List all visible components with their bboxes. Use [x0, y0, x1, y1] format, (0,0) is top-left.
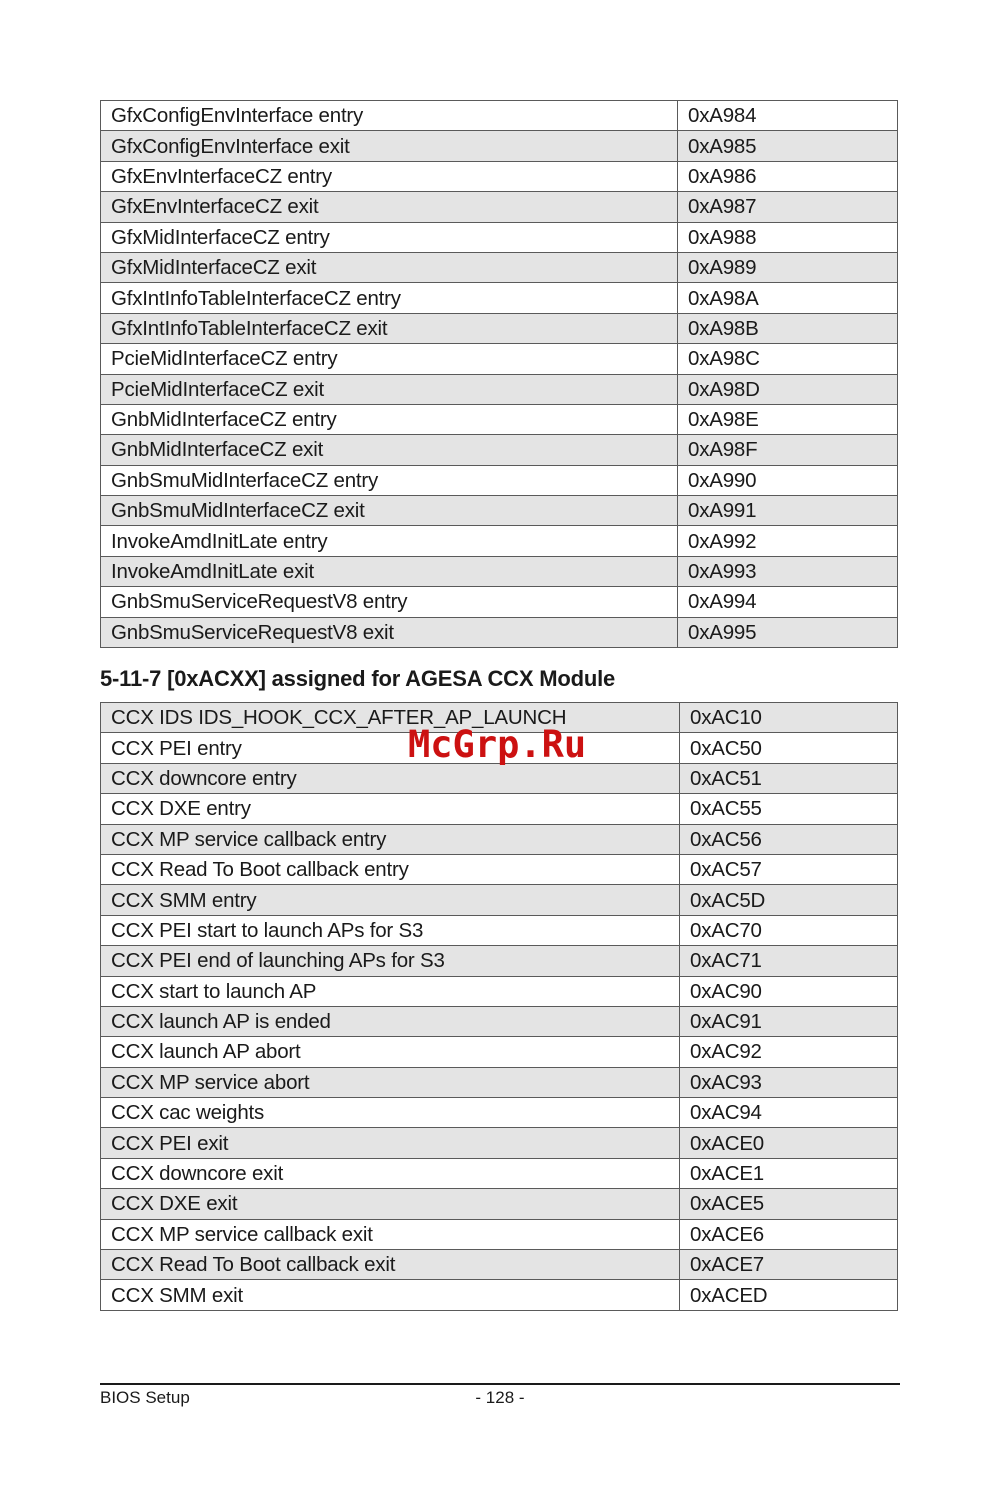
post-code-table-gfx-gnb [100, 100, 898, 648]
table-row [101, 283, 898, 313]
post-code-value: 0xACE0 [680, 1128, 898, 1158]
post-code-value: 0xACED [680, 1280, 898, 1310]
table-row [101, 435, 898, 465]
post-code-value: 0xAC51 [680, 763, 898, 793]
checkpoint-description: GnbSmuMidInterfaceCZ exit [101, 496, 678, 526]
table-row [101, 465, 898, 495]
checkpoint-description: GnbMidInterfaceCZ exit [101, 435, 678, 465]
checkpoint-description: CCX Read To Boot callback entry [101, 854, 680, 884]
checkpoint-description: CCX IDS IDS_HOOK_CCX_AFTER_AP_LAUNCH [101, 703, 680, 733]
checkpoint-description: PcieMidInterfaceCZ exit [101, 374, 678, 404]
checkpoint-description: CCX PEI exit [101, 1128, 680, 1158]
post-code-value: 0xA989 [678, 252, 898, 282]
checkpoint-description: InvokeAmdInitLate exit [101, 556, 678, 586]
table-row [101, 1250, 898, 1280]
checkpoint-description: CCX SMM exit [101, 1280, 680, 1310]
table-row [101, 824, 898, 854]
checkpoint-description: CCX MP service callback exit [101, 1219, 680, 1249]
post-code-value: 0xACE1 [680, 1158, 898, 1188]
checkpoint-description: CCX start to launch AP [101, 976, 680, 1006]
table-row [101, 222, 898, 252]
table-row [101, 1158, 898, 1188]
table-row [101, 1098, 898, 1128]
table-row [101, 344, 898, 374]
post-code-value: 0xAC93 [680, 1067, 898, 1097]
checkpoint-description: CCX MP service abort [101, 1067, 680, 1097]
checkpoint-description: CCX DXE exit [101, 1189, 680, 1219]
post-code-value: 0xACE5 [680, 1189, 898, 1219]
table-row [101, 946, 898, 976]
post-code-value: 0xA988 [678, 222, 898, 252]
post-code-value: 0xAC71 [680, 946, 898, 976]
checkpoint-description: CCX launch AP is ended [101, 1006, 680, 1036]
post-code-value: 0xAC57 [680, 854, 898, 884]
post-code-value: 0xA987 [678, 192, 898, 222]
table-row [101, 252, 898, 282]
checkpoint-description: CCX PEI entry [101, 733, 680, 763]
table-row [101, 313, 898, 343]
checkpoint-description: GfxIntInfoTableInterfaceCZ entry [101, 283, 678, 313]
checkpoint-description: GnbSmuServiceRequestV8 entry [101, 587, 678, 617]
table-row [101, 556, 898, 586]
post-code-value: 0xA990 [678, 465, 898, 495]
checkpoint-description: GnbSmuMidInterfaceCZ entry [101, 465, 678, 495]
post-code-value: 0xAC94 [680, 1098, 898, 1128]
table-row [101, 1189, 898, 1219]
table-row [101, 192, 898, 222]
post-code-value: 0xAC92 [680, 1037, 898, 1067]
table-row [101, 1067, 898, 1097]
table-row [101, 161, 898, 191]
post-code-value: 0xA993 [678, 556, 898, 586]
post-code-value: 0xA986 [678, 161, 898, 191]
post-code-value: 0xA995 [678, 617, 898, 647]
post-code-value: 0xAC90 [680, 976, 898, 1006]
checkpoint-description: GnbSmuServiceRequestV8 exit [101, 617, 678, 647]
table-row [101, 1037, 898, 1067]
table-row [101, 1280, 898, 1310]
checkpoint-description: GfxEnvInterfaceCZ entry [101, 161, 678, 191]
table-row [101, 885, 898, 915]
post-code-value: 0xAC10 [680, 703, 898, 733]
post-code-value: 0xAC50 [680, 733, 898, 763]
table-row [101, 101, 898, 131]
checkpoint-description: GfxMidInterfaceCZ exit [101, 252, 678, 282]
post-code-value: 0xAC56 [680, 824, 898, 854]
checkpoint-description: CCX PEI end of launching APs for S3 [101, 946, 680, 976]
checkpoint-description: CCX cac weights [101, 1098, 680, 1128]
table-row [101, 915, 898, 945]
table-row [101, 404, 898, 434]
table-row [101, 1128, 898, 1158]
checkpoint-description: GfxIntInfoTableInterfaceCZ exit [101, 313, 678, 343]
table-row [101, 374, 898, 404]
checkpoint-description: CCX SMM entry [101, 885, 680, 915]
checkpoint-description: CCX DXE entry [101, 794, 680, 824]
watermark-logo: McGrp.Ru [408, 723, 587, 766]
post-code-table-ccx [100, 702, 898, 1311]
post-code-value: 0xA994 [678, 587, 898, 617]
post-code-value: 0xACE6 [680, 1219, 898, 1249]
checkpoint-description: CCX Read To Boot callback exit [101, 1250, 680, 1280]
table-row [101, 526, 898, 556]
post-code-value: 0xA98B [678, 313, 898, 343]
table-row [101, 794, 898, 824]
checkpoint-description: CCX PEI start to launch APs for S3 [101, 915, 680, 945]
table-row [101, 1219, 898, 1249]
post-code-value: 0xA984 [678, 101, 898, 131]
checkpoint-description: CCX downcore exit [101, 1158, 680, 1188]
table-row [101, 1006, 898, 1036]
post-code-value: 0xA98F [678, 435, 898, 465]
table-row [101, 496, 898, 526]
footer-divider [100, 1383, 900, 1385]
table-row [101, 617, 898, 647]
post-code-value: 0xA98C [678, 344, 898, 374]
checkpoint-description: CCX launch AP abort [101, 1037, 680, 1067]
checkpoint-description: PcieMidInterfaceCZ entry [101, 344, 678, 374]
checkpoint-description: GfxMidInterfaceCZ entry [101, 222, 678, 252]
post-code-value: 0xAC91 [680, 1006, 898, 1036]
checkpoint-description: GfxConfigEnvInterface exit [101, 131, 678, 161]
post-code-value: 0xA991 [678, 496, 898, 526]
table-row [101, 976, 898, 1006]
post-code-value: 0xA98E [678, 404, 898, 434]
table-row [101, 854, 898, 884]
post-code-value: 0xAC70 [680, 915, 898, 945]
post-code-value: 0xA985 [678, 131, 898, 161]
checkpoint-description: GfxConfigEnvInterface entry [101, 101, 678, 131]
page-number: - 128 - [475, 1388, 525, 1407]
section-heading-ccx-module: 5-11-7 [0xACXX] assigned for AGESA CCX Module [100, 666, 616, 691]
footer-section-title: BIOS Setup [100, 1388, 190, 1407]
checkpoint-description: CCX downcore entry [101, 763, 680, 793]
post-code-value: 0xA98D [678, 374, 898, 404]
post-code-value: 0xA98A [678, 283, 898, 313]
table-row [101, 131, 898, 161]
checkpoint-description: InvokeAmdInitLate entry [101, 526, 678, 556]
post-code-value: 0xA992 [678, 526, 898, 556]
checkpoint-description: GnbMidInterfaceCZ entry [101, 404, 678, 434]
checkpoint-description: CCX MP service callback entry [101, 824, 680, 854]
post-code-value: 0xAC5D [680, 885, 898, 915]
table-row [101, 587, 898, 617]
post-code-value: 0xAC55 [680, 794, 898, 824]
checkpoint-description: GfxEnvInterfaceCZ exit [101, 192, 678, 222]
post-code-value: 0xACE7 [680, 1250, 898, 1280]
